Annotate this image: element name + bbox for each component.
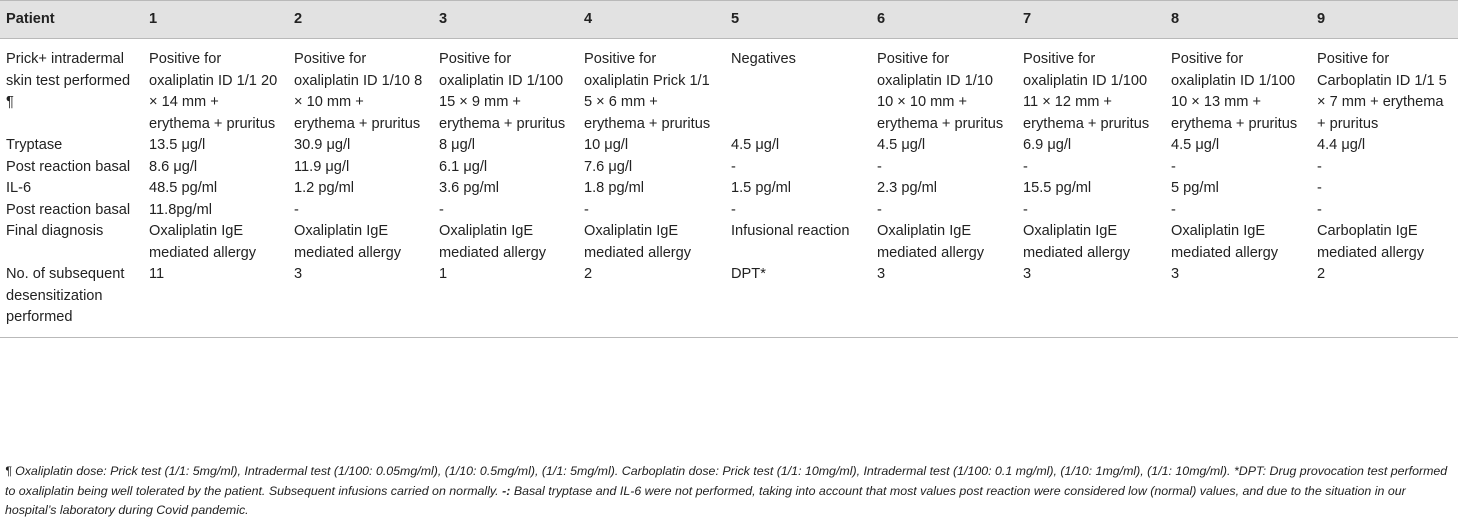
table-row — [0, 135, 1458, 157]
table-cell: 30.9 μg/l — [294, 137, 351, 153]
table-cell: 4.4 μg/l — [1317, 137, 1366, 153]
table-cell: 11 — [143, 264, 288, 337]
row-label: Tryptase — [6, 137, 63, 153]
table-cell: Positive for oxaliplatin ID 1/10 8 × 10 mm + erythema + pruritus — [294, 51, 423, 132]
table-cell: 2 — [1311, 264, 1458, 337]
table-row — [0, 39, 1458, 136]
table-cell: Positive for oxaliplatin ID 1/10 10 × 10 mm + erythema + pruritus — [877, 51, 1004, 132]
header-row — [0, 1, 1458, 39]
table-cell: 1.8 pg/ml — [584, 180, 645, 196]
column-header: 1 — [143, 1, 288, 39]
table-cell: Infusional reaction — [731, 223, 850, 239]
table-cell: Positive for oxaliplatin ID 1/1 20 × 14 mm + erythema + pruritus — [149, 51, 278, 132]
column-header: 3 — [433, 1, 578, 39]
table-row — [0, 157, 1458, 179]
table-cell: 15.5 pg/ml — [1023, 180, 1092, 196]
table-cell: - — [439, 201, 444, 218]
table-cell: - — [1171, 201, 1176, 218]
row-label: Final diagnosis — [6, 223, 104, 239]
table-cell: Positive for oxaliplatin ID 1/100 10 × 13 mm + erythema + pruritus — [1171, 51, 1298, 132]
table-cell: 6.9 μg/l — [1023, 137, 1072, 153]
table-cell: - — [1023, 201, 1028, 218]
column-header: 7 — [1017, 1, 1165, 39]
table-cell: 48.5 pg/ml — [149, 180, 218, 196]
column-header: 2 — [288, 1, 433, 39]
table-cell: Negatives — [731, 51, 796, 67]
table-cell: - — [1317, 158, 1322, 175]
table-cell: 3 — [1017, 264, 1165, 337]
table-cell: 2.3 pg/ml — [877, 180, 938, 196]
table-cell: Positive for Carboplatin ID 1/1 5 × 7 mm + erythema + pruritus — [1317, 51, 1447, 132]
table-cell: 4.5 μg/l — [877, 137, 926, 153]
table-body — [0, 39, 1458, 338]
table-cell: 5 pg/ml — [1171, 180, 1219, 196]
footnote-text-continued: Basal tryptase and IL-6 were not performed, taking into account that most values post reaction were considered low (normal) values, and due to the situation in our hospital’s laboratory during Covid pandemic. — [5, 483, 1406, 517]
table-cell: 1.5 pg/ml — [731, 180, 792, 196]
table-cell: Positive for oxaliplatin ID 1/100 15 × 9 mm + erythema + pruritus — [439, 51, 566, 132]
footnote-marker: -: — [502, 483, 511, 498]
footnote-text: ¶ Oxaliplatin dose: Prick test (1/1: 5mg/ml), Intradermal test (1/100: 0.05mg/ml), (1/10: 0.5mg/ml), (1/1: 5mg/ml). Carboplatin dose: Prick test (1/1: 10mg/ml), Intradermal test (1/100: 0.1 mg/ml), (1/10: 1mg/ml), (1/1: 10mg/ml). *DPT: Drug provocation test performed to oxaliplatin being well tolerated by the patient. Subsequent infusions carried on normally. — [5, 464, 1448, 498]
table-cell: 4.5 μg/l — [731, 137, 780, 153]
table-cell: - — [1317, 180, 1322, 196]
column-header: 9 — [1311, 1, 1458, 39]
table-cell: - — [584, 201, 589, 218]
table-cell: - — [294, 201, 299, 218]
column-header: Patient — [0, 1, 143, 39]
table-cell: - — [877, 158, 882, 175]
table-cell: Oxaliplatin IgE mediated allergy — [584, 223, 692, 261]
table-cell: - — [731, 201, 736, 218]
table-row — [0, 178, 1458, 200]
table-cell: Carboplatin IgE mediated allergy — [1317, 223, 1425, 261]
table-cell: Oxaliplatin IgE mediated allergy — [877, 223, 985, 261]
table-cell: 2 — [578, 264, 725, 337]
table-cell: 8 μg/l — [439, 137, 475, 153]
table-cell: 10 μg/l — [584, 137, 629, 153]
table-cell: Oxaliplatin IgE mediated allergy — [1023, 223, 1131, 261]
row-label: Post reaction basal — [6, 201, 131, 218]
table-cell: DPT* — [725, 264, 871, 337]
table-cell: - — [1023, 158, 1028, 175]
table-row — [0, 264, 1458, 337]
column-header: 5 — [725, 1, 871, 39]
column-header: 8 — [1165, 1, 1311, 39]
table-row — [0, 221, 1458, 264]
table-cell: 3 — [1165, 264, 1311, 337]
table-cell: Oxaliplatin IgE mediated allergy — [149, 223, 257, 261]
table-row — [0, 200, 1458, 222]
table-cell: 3 — [871, 264, 1017, 337]
table-cell: Oxaliplatin IgE mediated allergy — [294, 223, 402, 261]
table-cell: 8.6 μg/l — [149, 158, 198, 175]
row-label: No. of subsequent desensitization performed — [0, 264, 143, 337]
table-cell: 3 — [288, 264, 433, 337]
row-label: Prick+ intradermal skin test performed ¶ — [6, 51, 131, 110]
table-header — [0, 1, 1458, 39]
table-cell: Positive for oxaliplatin Prick 1/1 5 × 6 mm + erythema + pruritus — [584, 51, 711, 132]
table-cell: 1.2 pg/ml — [294, 180, 355, 196]
table-cell: Oxaliplatin IgE mediated allergy — [1171, 223, 1279, 261]
table-cell: 4.5 μg/l — [1171, 137, 1220, 153]
table-cell: 11.8pg/ml — [149, 201, 213, 218]
column-header: 6 — [871, 1, 1017, 39]
table-cell: 11.9 μg/l — [294, 158, 350, 175]
column-header: 4 — [578, 1, 725, 39]
row-label: IL-6 — [6, 180, 32, 196]
table-cell: - — [731, 158, 736, 175]
table-cell: 7.6 μg/l — [584, 158, 633, 175]
table-cell: - — [1317, 201, 1322, 218]
table-cell: 6.1 μg/l — [439, 158, 488, 175]
table-cell: 3.6 pg/ml — [439, 180, 500, 196]
table-footnote — [5, 462, 1455, 521]
table-cell: Positive for oxaliplatin ID 1/100 11 × 12 mm + erythema + pruritus — [1023, 51, 1150, 132]
table-cell: 13.5 μg/l — [149, 137, 206, 153]
table-cell: 1 — [433, 264, 578, 337]
table-cell: - — [1171, 158, 1176, 175]
table-cell: - — [877, 201, 882, 218]
table-cell: Oxaliplatin IgE mediated allergy — [439, 223, 547, 261]
row-label: Post reaction basal — [6, 158, 131, 175]
